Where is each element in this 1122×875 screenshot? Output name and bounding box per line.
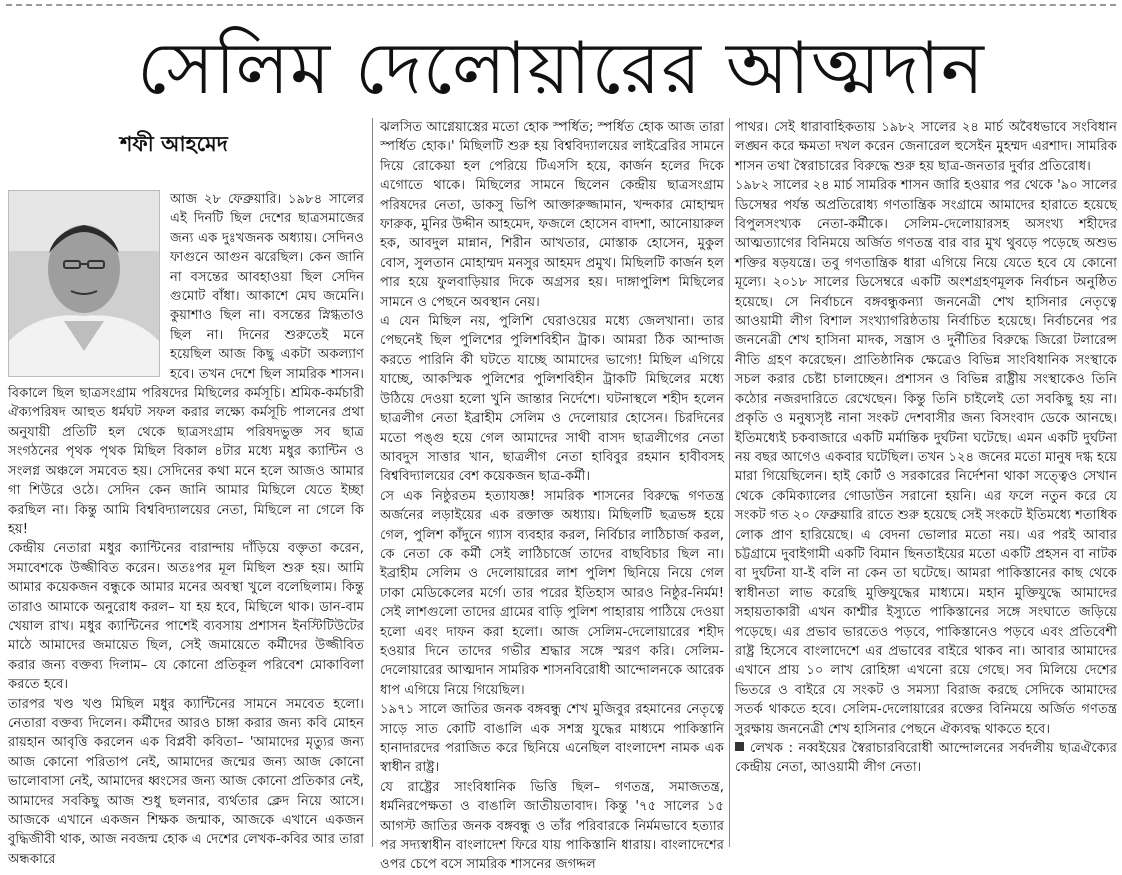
- author-note: [735, 739, 1117, 778]
- column-3: [735, 118, 1117, 847]
- author-photo-image: [9, 191, 159, 376]
- paragraph: ঝলসিত আগ্নেয়াস্ত্রের মতো হোক স্পর্ধিত; স্পর্ধিত হোক আজ তারা স্পর্ধিত হোক।' মিছিলটি শুরু হয় বিশ্ববিদ্যালয়ের লাইব্রেরির সামনে দিয়ে রোকেয়া হল পেরিয়ে টিএসসি হয়ে, কার্জন হলের দিকে এগোতে থাকে। মিছিলের সামনে ছিলেন কেন্দ্রীয় ছাত্রসংগ্রাম পরিষদের নেতা, ডাকসু ভিপি আক্তারুজ্জামান, খন্দকার মোহাম্মদ ফারুক, মুনির উদ্দীন আহমেদ, ফজলে হোসেন বাদশা, আনোয়ারুল হক, আবদুল মান্নান, শিরীন আখতার, মোস্তাক হোসেন, মুকুল বোস, সুলতান মোহাম্মদ মনসুর আহমদ প্রমুখ। মিছিলটি কার্জন হল পার হয়ে ফুলবাড়িয়ার দিকে অগ্রসর হয়। দাঙ্গাপুলিশ মিছিলের সামনে ও পেছনে অবস্থান নেয়।: [380, 120, 724, 310]
- byline: শফী আহমেদ: [120, 132, 228, 156]
- paragraph: এ যেন মিছিল নয়, পুলিশি ঘেরাওয়ের মধ্যে জেলখানা। তার পেছনেই ছিল পুলিশের পুলিশবিহীন ট্রাক। আমরা ঠিক আন্দাজ করতে পারিনি কী ঘটতে যাচ্ছে আমাদের ভাগ্যে! মিছিল এগিয়ে যাচ্ছে, আকস্মিক পুলিশের পুলিশবিহীন ট্রাকটি মিছিলের মধ্যে উঠিয়ে দেওয়া হলো খুনি জান্তার নির্দেশে। ঘটনাস্থলে শহীদ হলেন ছাত্রলীগ নেতা ইব্রাহীম সেলিম ও দেলোয়ার হোসেন। চিরদিনের মতো পঙ্গু হয়ে গেল আমাদের সাথী বাসদ ছাত্রলীগের নেতা আবদুস সাত্তার খান, ছাত্রলীগ নেতা হাবিবুর রহমান হাবীবসহ বিশ্ববিদ্যালয়ের বেশ কয়েকজন ছাত্র-কর্মী।: [380, 314, 724, 485]
- author-photo: [8, 190, 160, 377]
- top-rule: [6, 4, 1116, 6]
- paragraph: কেন্দ্রীয় নেতারা মধুর ক্যান্টিনের বারান্দায় দাঁড়িয়ে বক্তৃতা করেন, সমাবেশকে উজ্জীবিত করেন। অতঃপর মূল মিছিল শুরু হয়। আমি আমার কয়েকজন বন্ধুকে আমার মনের অবস্থা খুলে বলেছিলাম। কিন্তু তারাও আমাকে অনুরোধ করল– যা হয় হবে, মিছিলে থাক। ডান-বাম খেয়াল রাখ। মধুর ক্যান্টিনের পাশেই ব্যবসায় প্রশাসন ইনস্টিটিউটের মাঠে আমাদের জমায়েত ছিল, সেই জমায়েতে কর্মীদের উজ্জীবিত করার জন্য বক্তব্য দিলাম– যে কোনো প্রতিকূল পরিবেশ মোকাবিলা করতে হবে।: [8, 541, 364, 693]
- column-divider: [372, 118, 373, 847]
- paragraph: যে রাষ্ট্রের সাংবিধানিক ভিত্তি ছিল– গণতন্ত্র, সমাজতন্ত্র, ধর্মনিরপেক্ষতা ও বাঙালি জাতীয়তাবাদ। কিন্তু '৭৫ সালের ১৫ আগস্ট জাতির জনক বঙ্গবন্ধু ও তাঁর পরিবারকে নির্মমভাবে হত্যার পর সদ্যস্বাধীন বাংলাদেশ ফিরে যায় পাকিস্তানি ধারায়। বাংলাদেশের ওপর চেপে বসে সামরিক শাসনের জগদ্দল: [380, 779, 724, 873]
- square-bullet-icon: [735, 742, 744, 751]
- paragraph: ১৯৭১ সালে জাতির জনক বঙ্গবন্ধু শেখ মুজিবুর রহমানের নেতৃত্বে সাড়ে সাত কোটি বাঙালি এক সশস্ত্র যুদ্ধের মাধ্যমে পাকিস্তানি হানাদারদের পরাজিত করে ছিনিয়ে এনেছিল বাংলাদেশ নামক এক স্বাধীন রাষ্ট্র।: [380, 702, 724, 776]
- author-note-text: লেখক : নব্বইয়ের স্বৈরাচারবিরোধী আন্দোলনের সর্বদলীয় ছাত্রঐক্যের কেন্দ্রীয় নেতা, আওয়ামী লীগ নেতা।: [735, 741, 1117, 776]
- paragraph: তারপর খণ্ড খণ্ড মিছিল মধুর ক্যান্টিনের সামনে সমবেত হলো। নেতারা বক্তব্য দিলেন। কর্মীদের আরও চাঙ্গা করার জন্য কবি মোহন রায়হান আবৃত্তি করলেন এক বিপ্লবী কবিতা– 'আমাদের মৃত্যুর জন্য আজ কোনো পরিতাপ নেই, আমাদের জন্মের জন্য আজ কোনো ভালোবাসা নেই, আমাদের ধ্বংসের জন্য আজ কোনো প্রতিকার নেই, আমাদের সবকিছু আজ শুধু ছলনার, ব্যর্থতার ক্লেদ নিয়ে আসে। আজকে এখানে একজন শিক্ষক জন্মাক, আজকে এখানে একজন বুদ্ধিজীবী থাক, আজ নবজন্ম হোক এ দেশের লেখক-কবির আর তারা অন্ধকারে: [8, 696, 364, 867]
- headline: সেলিম দেলোয়ারের আত্মদান: [137, 26, 985, 110]
- column-divider: [729, 118, 730, 847]
- paragraph: পাথর। সেই ধারাবাহিকতায় ১৯৮২ সালের ২৪ মার্চ অবৈধভাবে সংবিধান লঙ্ঘন করে ক্ষমতা দখল করেন জেনারেল হুসেইন মুহম্মদ এরশাদ। সামরিক শাসন তথা স্বৈরাচারের বিরুদ্ধে শুরু হয় ছাত্র-জনতার দুর্বার প্রতিরোধ।: [735, 120, 1117, 174]
- paragraph: ১৯৮২ সালের ২৪ মার্চ সামরিক শাসন জারি হওয়ার পর থেকে '৯০ সালের ডিসেম্বর পর্যন্ত অপ্রতিরোধ্য গণতান্ত্রিক সংগ্রামে আমাদের হারাতে হয়েছে বিপুলসংখ্যক নেতা-কর্মীকে। সেলিম-দেলোয়ারসহ অসংখ্য শহীদের আত্মত্যাগের বিনিময়ে অর্জিত গণতন্ত্র বার বার মুখ থুবড়ে পড়েছে অশুভ শক্তির ষড়যন্ত্রে। তবু গণতান্ত্রিক ধারা এগিয়ে নিয়ে যেতে হবে যে কোনো মূল্যে। ২০১৮ সালের ডিসেম্বরে একটি অংশগ্রহণমূলক নির্বাচন অনুষ্ঠিত হয়েছে। সে নির্বাচনে বঙ্গবন্ধুকন্যা জননেত্রী শেখ হাসিনার নেতৃত্বে আওয়ামী লীগ বিশাল সংখ্যাগরিষ্ঠতায় নির্বাচিত হয়েছে। নির্বাচনের পর জননেত্রী শেখ হাসিনা মাদক, সন্ত্রাস ও দুর্নীতির বিরুদ্ধে জিরো টলারেন্স নীতি গ্রহণ করেছেন। প্রাতিষ্ঠানিক ক্ষেত্রেও বিভিন্ন সাংবিধানিক সংস্থাকে সচল করার চেষ্টা চালাচ্ছেন। প্রশাসন ও বিভিন্ন রাষ্ট্রীয় সংস্থাকেও তিনি কঠোর নজরদারিতে রেখেছেন। কিন্তু তিনি চাইলেই তো সবকিছু হয় না। প্রকৃতি ও মনুষ্যসৃষ্ট নানা সংকট দেশবাসীর জন্য বিসংবাদ ডেকে আনছে। ইতিমধ্যেই চকবাজারে একটি মর্মান্তিক দুর্ঘটনা ঘটেছে। এমন একটি দুর্ঘটনা নয় বছর আগেও একবার ঘটেছিল। তখন ১২৪ জনের মতো মানুষ দগ্ধ হয়ে মারা গিয়েছিলেন। হাই কোর্ট ও সরকারের নির্দেশনা থাকা সত্ত্বেও সেখান থেকে কেমিক্যালের গোডাউন সরানো হয়নি। এর ফলে নতুন করে যে সংকট গত ২০ ফেব্রুয়ারি রাতে শুরু হয়েছে সেই সংকটে ইতিমধ্যে শতাধিক লোক প্রাণ হারিয়েছে। এ বেদনা ভোলার মতো নয়। এর পরই আবার চট্টগ্রামে দুবাইগামী একটি বিমান ছিনতাইয়ের মতো একটি প্রহসন বা নাটক বা দুর্ঘটনা যা-ই বলি না কেন তা ঘটেছে। আমরা পাকিস্তানের কাছ থেকে স্বাধীনতা লাভ করেছি মুক্তিযুদ্ধের মাধ্যমে। মহান মুক্তিযুদ্ধে আমাদের সহায়তাকারী এখন কাশ্মীর ইস্যুতে পাকিস্তানের সঙ্গে সংঘাতে জড়িয়ে পড়েছে। এর প্রভাব ভারতেও পড়বে, পাকিস্তানেও পড়বে এবং প্রতিবেশী রাষ্ট্র হিসেবে বাংলাদেশে এর প্রভাবের বাইরে থাকব না। আবার আমাদের এখানে প্রায় ১০ লাখ রোহিঙ্গা এখনো রয়ে গেছে। সব মিলিয়ে দেশের ভিতরে ও বাইরে যে সংকট ও সমস্যা বিরাজ করছে সেদিকে আমাদের সতর্ক থাকতে হবে। সেলিম-দেলোয়ারের রক্তের বিনিময়ে অর্জিত গণতন্ত্র সুরক্ষায় জননেত্রী শেখ হাসিনার পেছনে ঐক্যবদ্ধ থাকতে হবে।: [735, 178, 1117, 737]
- paragraph: সে এক নিষ্ঠুরতম হত্যাযজ্ঞ! সামরিক শাসনের বিরুদ্ধে গণতন্ত্র অর্জনের লড়াইয়ের এক রক্তাক্ত অধ্যায়। মিছিলটি ছত্রভঙ্গ হয়ে গেল, পুলিশ কাঁদুনে গ্যাস ব্যবহার করল, নির্বিচার লাঠিচার্জ করল, কে নেতা কে কর্মী সেই লাঠিচার্জে তাদের বাছবিচার ছিল না। ইব্রাহীম সেলিম ও দেলোয়ারের লাশ পুলিশ ছিনিয়ে নিয়ে গেল ঢাকা মেডিকেলের মর্গে। তার পরের ইতিহাস আরও নিষ্ঠুর-নির্মম! সেই লাশগুলো তাদের গ্রামের বাড়ি পুলিশ পাহারায় পাঠিয়ে দেওয়া হলো এবং দাফন করা হলো। আজ সেলিম-দেলোয়ারের শহীদ হওয়ার দিনে তাদের গভীর শ্রদ্ধার সঙ্গে স্মরণ করি। সেলিম-দেলোয়ারের আত্মদান সামরিক শাসনবিরোধী আন্দোলনকে আরেক ধাপ এগিয়ে নিয়ে গিয়েছিল।: [380, 488, 724, 698]
- column-1: [8, 190, 364, 867]
- column-2: [380, 118, 724, 873]
- paragraph: আজ ২৮ ফেব্রুয়ারি। ১৯৮৪ সালের এই দিনটি ছিল দেশের ছাত্রসমাজের জন্য এক দুঃখজনক অধ্যায়। সেদিনও ফাগুনে আগুন ঝরেছিল। কেন জানি না বসন্তের আবহাওয়া ছিল সেদিন গুমোট বাঁধা। আকাশে মেঘ জমেনি। কুয়াশাও ছিল না। বসন্তের স্নিগ্ধতাও ছিল না। দিনের শুরুতেই মনে হয়েছিল আজ কিছু একটা অকল্যাণ হবে। তখন দেশে ছিল সামরিক শাসন। বিকালে ছিল ছাত্রসংগ্রাম পরিষদের মিছিলের কর্মসূচি। শ্রমিক-কর্মচারী ঐক্যপরিষদ আহুত ধর্মঘট সফল করার লক্ষ্যে কর্মসূচি পালনের প্রথা অনুযায়ী প্রতিটি হল থেকে ছাত্রসংগ্রাম পরিষদভুক্ত সব ছাত্র সংগঠনের পৃথক পৃথক মিছিল বিকাল ৪টার মধ্যে মধুর ক্যান্টিন ও সংলগ্ন অঞ্চলে সমবেত হয়। সেদিনের কথা মনে হলে আজও আমার গা শিউরে ওঠে। সেদিন কেন জানি আমার মিছিলে যেতে ইচ্ছা করছিল না। কিন্তু আমি বিশ্ববিদ্যালয়ের নেতা, মিছিলে না গেলে কি হয়!: [8, 192, 364, 537]
